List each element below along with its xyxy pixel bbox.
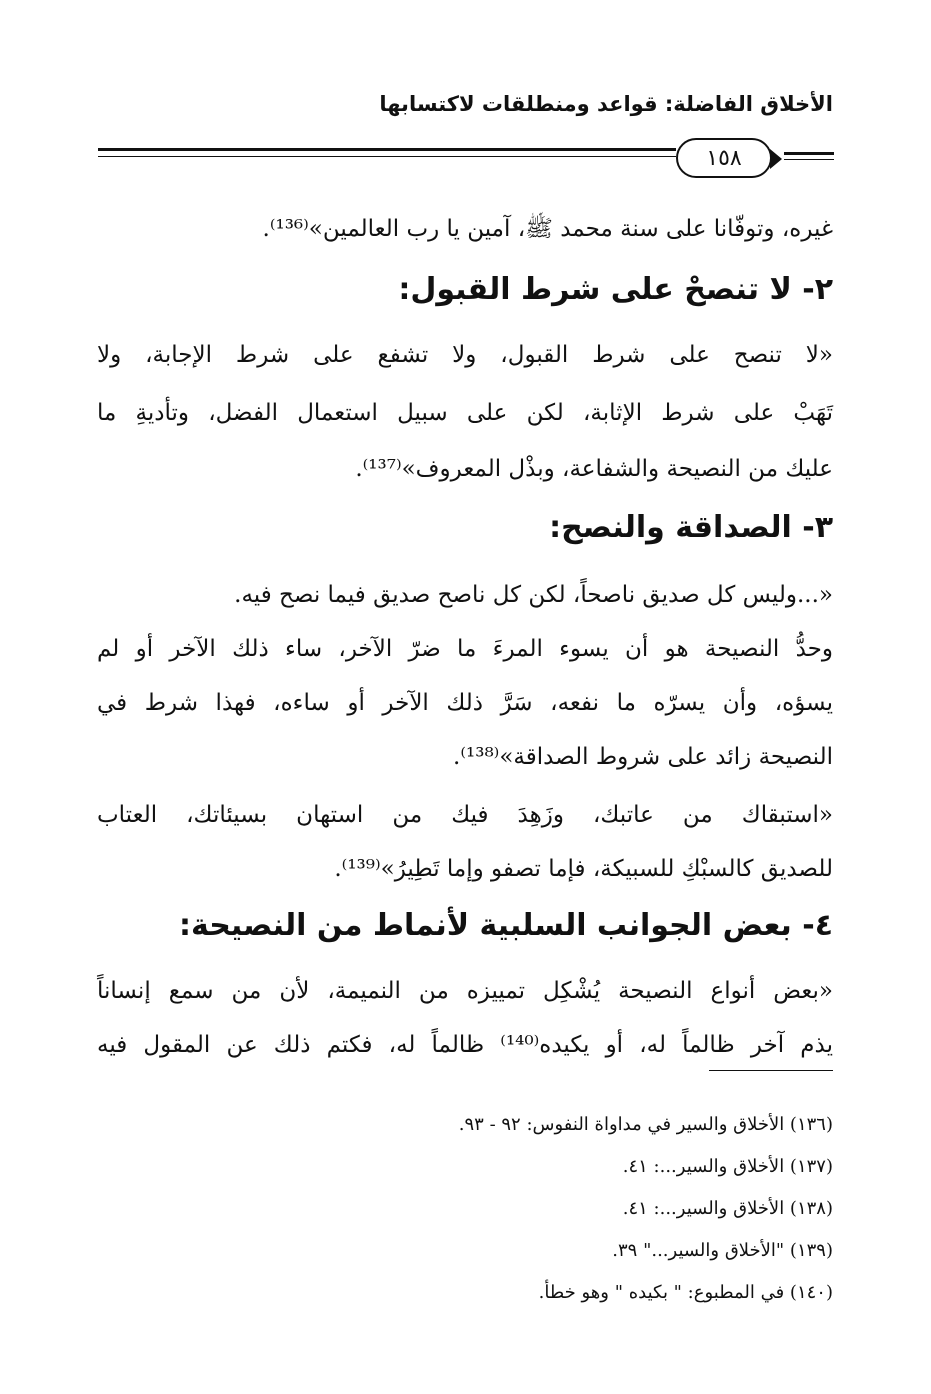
footnote-136: (١٣٦) الأخلاق والسير في مداواة النفوس: ٩٢ - ٩٣. <box>458 1114 833 1135</box>
section-3-line-1: «...وليس كل صديق ناصحاً، لكن كل ناصح صديق فيما نصح فيه. <box>234 582 833 608</box>
section-3-line-5: «استبقاك من عاتبك، وزَهِدَ فيك من استهان بسيئاتك، العتاب <box>97 802 833 828</box>
header-rule-right-thin <box>784 159 834 160</box>
section-2-line-2: تَهَبْ على شرط الإثابة، لكن على سبيل استعمال الفضل، وتأديةِ ما <box>97 400 833 426</box>
section-2-line-3: عليك من النصيحة والشفاعة، وبذْل المعروف»⁽¹³⁷⁾. <box>355 456 833 482</box>
footnote-137: (١٣٧) الأخلاق والسير...: ٤١. <box>622 1156 833 1177</box>
footnote-139: (١٣٩) "الأخلاق والسير..." ٣٩. <box>612 1240 833 1261</box>
section-2-heading: ٢- لا تنصحْ على شرط القبول: <box>398 272 833 307</box>
section-4-line-1: «بعض أنواع النصيحة يُشْكِل تمييزه من النميمة، لأن من سمع إنساناً <box>97 978 833 1004</box>
section-3-heading: ٣- الصداقة والنصح: <box>549 510 833 545</box>
section-4-line-2: يذم آخر ظالماً له، أو يكيده⁽¹⁴⁰⁾ ظالماً له، فكتم ذلك عن المقول فيه <box>97 1032 833 1058</box>
header-rule-left-thick <box>98 148 676 151</box>
section-3-line-4: النصيحة زائد على شروط الصداقة»⁽¹³⁸⁾. <box>453 744 833 770</box>
intro-line: غيره، وتوفّانا على سنة محمد ﷺ، آمين يا رب العالمين»⁽¹³⁶⁾. <box>262 216 833 242</box>
page-number: ١٥٨ <box>706 145 742 171</box>
section-2-line-1: «لا تنصح على شرط القبول، ولا تشفع على شرط الإجابة، ولا <box>97 342 833 368</box>
header-rule-left-thin <box>98 156 676 157</box>
running-title: الأخلاق الفاضلة: قواعد ومنطلقات لاكتسابها <box>379 92 833 116</box>
page-number-badge <box>676 138 772 178</box>
footnote-separator <box>709 1070 833 1071</box>
section-3-line-6: للصديق كالسبْكِ للسبيكة، فإما تصفو وإما تَطِيرُ»⁽¹³⁹⁾. <box>334 856 833 882</box>
badge-arrow-icon <box>770 149 782 169</box>
footnote-140: (١٤٠) في المطبوع: " بكيده " وهو خطأ. <box>538 1282 833 1303</box>
footnote-138: (١٣٨) الأخلاق والسير...: ٤١. <box>622 1198 833 1219</box>
section-3-line-2: وحدُّ النصيحة هو أن يسوء المرءَ ما ضرّ الآخر، ساء ذلك الآخر أو لم <box>97 636 833 662</box>
section-4-heading: ٤- بعض الجوانب السلبية لأنماط من النصيحة: <box>179 908 833 943</box>
header-rule-right-thick <box>784 152 834 155</box>
section-3-line-3: يسؤه، وأن يسرّه ما نفعه، سَرَّ ذلك الآخر أو ساءه، فهذا شرط في <box>97 690 833 716</box>
